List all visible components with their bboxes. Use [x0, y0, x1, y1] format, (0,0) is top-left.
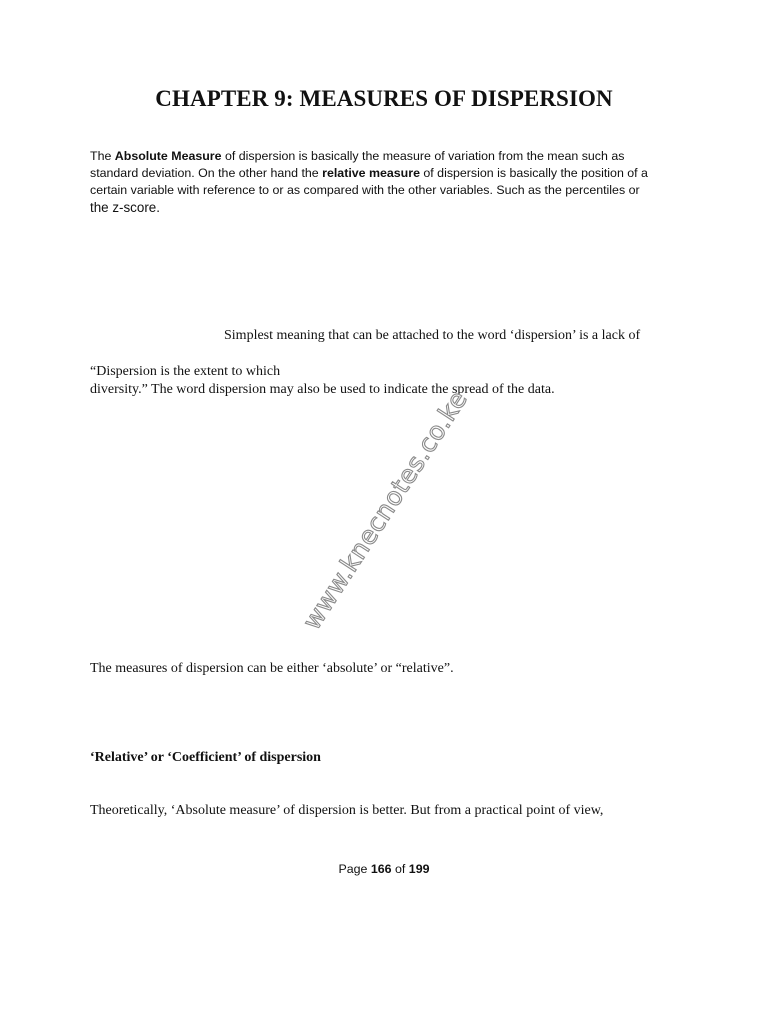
- current-page-number: 166: [370, 862, 392, 876]
- page-footer: [0, 862, 768, 876]
- intro-line-4: the z-score.: [90, 200, 160, 215]
- intro-paragraph: [90, 148, 680, 216]
- intro-text: of dispersion is basically the position of a: [419, 166, 648, 180]
- of-label: of: [391, 862, 409, 876]
- relative-measure-term: relative measure: [322, 166, 420, 180]
- dispersion-quote-line-1: “Dispersion is the extent to which: [90, 364, 281, 379]
- intro-text: The: [90, 149, 115, 163]
- intro-text: standard deviation. On the other hand the: [90, 166, 323, 180]
- theoretical-line: Theoretically, ‘Absolute measure’ of dispersion is better. But from a practical point of view,: [90, 803, 604, 818]
- absolute-measure-term: Absolute Measure: [114, 149, 222, 163]
- measures-line: The measures of dispersion can be either ‘absolute’ or “relative”.: [90, 661, 454, 676]
- page-label: Page: [338, 862, 371, 876]
- watermark: www.knecnotes.co.ke: [296, 385, 474, 635]
- total-pages-number: 199: [408, 862, 430, 876]
- intro-line-3: certain variable with reference to or as compared with the other variables. Such as the percentiles or: [90, 183, 640, 197]
- section-subheading: ‘Relative’ or ‘Coefficient’ of dispersion: [90, 750, 321, 765]
- intro-line-2: [90, 165, 680, 182]
- intro-text: of dispersion is basically the measure of variation from the mean such as: [221, 149, 625, 163]
- intro-line-1: [90, 148, 680, 165]
- dispersion-quote-line-2: diversity.” The word dispersion may also be used to indicate the spread of the data.: [90, 382, 555, 397]
- chapter-title: CHAPTER 9: MEASURES OF DISPERSION: [155, 86, 613, 111]
- simplest-meaning-line: Simplest meaning that can be attached to the word ‘dispersion’ is a lack of: [224, 328, 641, 343]
